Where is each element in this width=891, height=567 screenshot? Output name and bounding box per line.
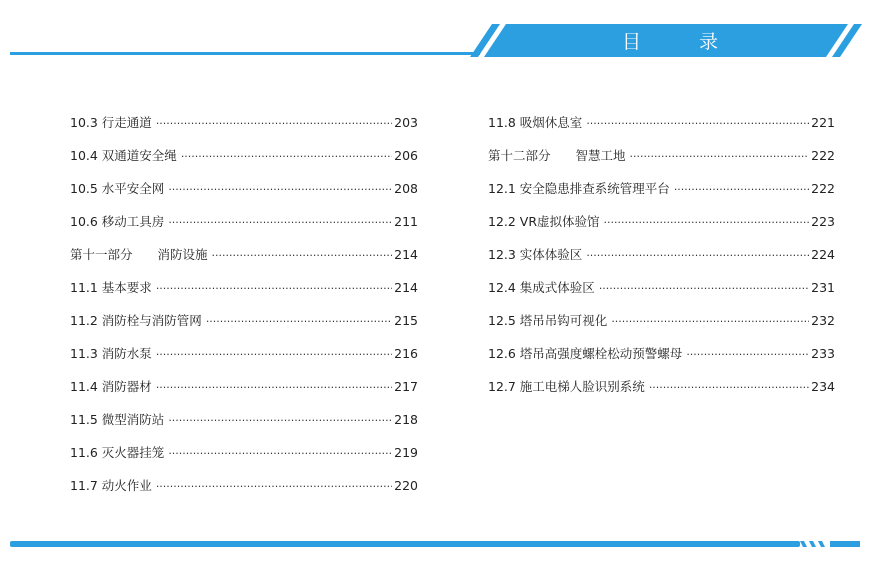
toc-right-column: [488, 113, 835, 410]
toc-entry-label: 11.7 动火作业: [70, 478, 152, 493]
toc-leader-dots: [212, 249, 393, 262]
page-title: 目 录: [621, 31, 745, 53]
toc-entry[interactable]: [70, 245, 418, 278]
toc-entry-label: 11.3 消防水泵: [70, 346, 152, 361]
toc-entry[interactable]: [70, 344, 418, 377]
toc-entry-page: 224: [811, 247, 835, 262]
toc-entry[interactable]: [70, 443, 418, 476]
toc-entry[interactable]: [70, 146, 418, 179]
toc-entry[interactable]: [488, 344, 835, 377]
toc-entry-page: 217: [394, 379, 418, 394]
toc-entry[interactable]: [488, 113, 835, 146]
toc-entry-page: 233: [811, 346, 835, 361]
toc-leader-dots: [168, 216, 392, 229]
footer-bar: [10, 541, 800, 547]
toc-leader-dots: [168, 414, 392, 427]
toc-entry-page: 216: [394, 346, 418, 361]
toc-entry-label: 11.1 基本要求: [70, 280, 152, 295]
toc-entry-page: 218: [394, 412, 418, 427]
toc-leader-dots: [156, 282, 392, 295]
toc-leader-dots: [686, 348, 809, 361]
toc-leader-dots: [630, 150, 810, 163]
toc-leader-dots: [156, 381, 392, 394]
toc-entry[interactable]: [488, 377, 835, 410]
toc-entry[interactable]: [488, 311, 835, 344]
toc-entry[interactable]: [488, 245, 835, 278]
toc-entry-page: 214: [394, 247, 418, 262]
toc-left-column: [70, 113, 418, 509]
toc-entry-label: 11.5 微型消防站: [70, 412, 165, 427]
toc-entry-label: 10.4 双通道安全绳: [70, 148, 177, 163]
toc-leader-dots: [168, 447, 392, 460]
toc-leader-dots: [181, 150, 392, 163]
toc-entry-page: 234: [811, 379, 835, 394]
toc-leader-dots: [649, 381, 809, 394]
toc-entry-label: 12.4 集成式体验区: [488, 280, 595, 295]
toc-leader-dots: [156, 480, 392, 493]
toc-leader-dots: [156, 348, 392, 361]
toc-entry-page: 220: [394, 478, 418, 493]
toc-entry[interactable]: [488, 278, 835, 311]
toc-leader-dots: [599, 282, 809, 295]
toc-entry-page: 214: [394, 280, 418, 295]
footer-chevrons-icon: [800, 539, 862, 549]
toc-entry[interactable]: [70, 278, 418, 311]
toc-entry[interactable]: [70, 410, 418, 443]
toc-entry-page: 231: [811, 280, 835, 295]
toc-entry[interactable]: [70, 212, 418, 245]
toc-entry-page: 215: [394, 313, 418, 328]
toc-entry[interactable]: [488, 146, 835, 179]
toc-entry-label: 12.7 施工电梯人脸识别系统: [488, 379, 645, 394]
toc-entry[interactable]: [70, 113, 418, 146]
toc-entry-page: 206: [394, 148, 418, 163]
toc-entry-label: 12.1 安全隐患排查系统管理平台: [488, 181, 670, 196]
toc-entry-page: 211: [394, 214, 418, 229]
toc-entry-label: 12.5 塔吊吊钩可视化: [488, 313, 608, 328]
toc-entry-label: 第十一部分 消防设施: [70, 247, 208, 262]
toc-entry-label: 12.2 VR虚拟体验馆: [488, 214, 600, 229]
toc-entry[interactable]: [70, 476, 418, 509]
toc-entry-page: 222: [811, 148, 835, 163]
toc-leader-dots: [206, 315, 392, 328]
toc-entry-label: 12.6 塔吊高强度螺栓松动预警螺母: [488, 346, 683, 361]
toc-entry[interactable]: [70, 377, 418, 410]
toc-leader-dots: [168, 183, 392, 196]
toc-entry-label: 第十二部分 智慧工地: [488, 148, 626, 163]
toc-leader-dots: [611, 315, 809, 328]
toc-entry-page: 222: [811, 181, 835, 196]
toc-entry[interactable]: [488, 212, 835, 245]
toc-leader-dots: [156, 117, 392, 130]
toc-entry-label: 11.8 吸烟休息室: [488, 115, 583, 130]
toc-entry[interactable]: [70, 311, 418, 344]
toc-entry-label: 11.4 消防器材: [70, 379, 152, 394]
toc-entry[interactable]: [70, 179, 418, 212]
toc-entry-label: 10.5 水平安全网: [70, 181, 165, 196]
toc-entry[interactable]: [488, 179, 835, 212]
toc-entry-page: 219: [394, 445, 418, 460]
toc-leader-dots: [586, 249, 809, 262]
toc-entry-page: 232: [811, 313, 835, 328]
toc-entry-page: 208: [394, 181, 418, 196]
toc-leader-dots: [586, 117, 809, 130]
toc-entry-label: 11.6 灭火器挂笼: [70, 445, 165, 460]
toc-leader-dots: [674, 183, 809, 196]
toc-entry-page: 223: [811, 214, 835, 229]
toc-entry-label: 12.3 实体体验区: [488, 247, 583, 262]
toc-entry-page: 221: [811, 115, 835, 130]
toc-entry-label: 11.2 消防栓与消防管网: [70, 313, 202, 328]
toc-entry-label: 10.3 行走通道: [70, 115, 152, 130]
toc-entry-label: 10.6 移动工具房: [70, 214, 165, 229]
toc-leader-dots: [604, 216, 810, 229]
header-rule: [10, 52, 480, 55]
toc-entry-page: 203: [394, 115, 418, 130]
